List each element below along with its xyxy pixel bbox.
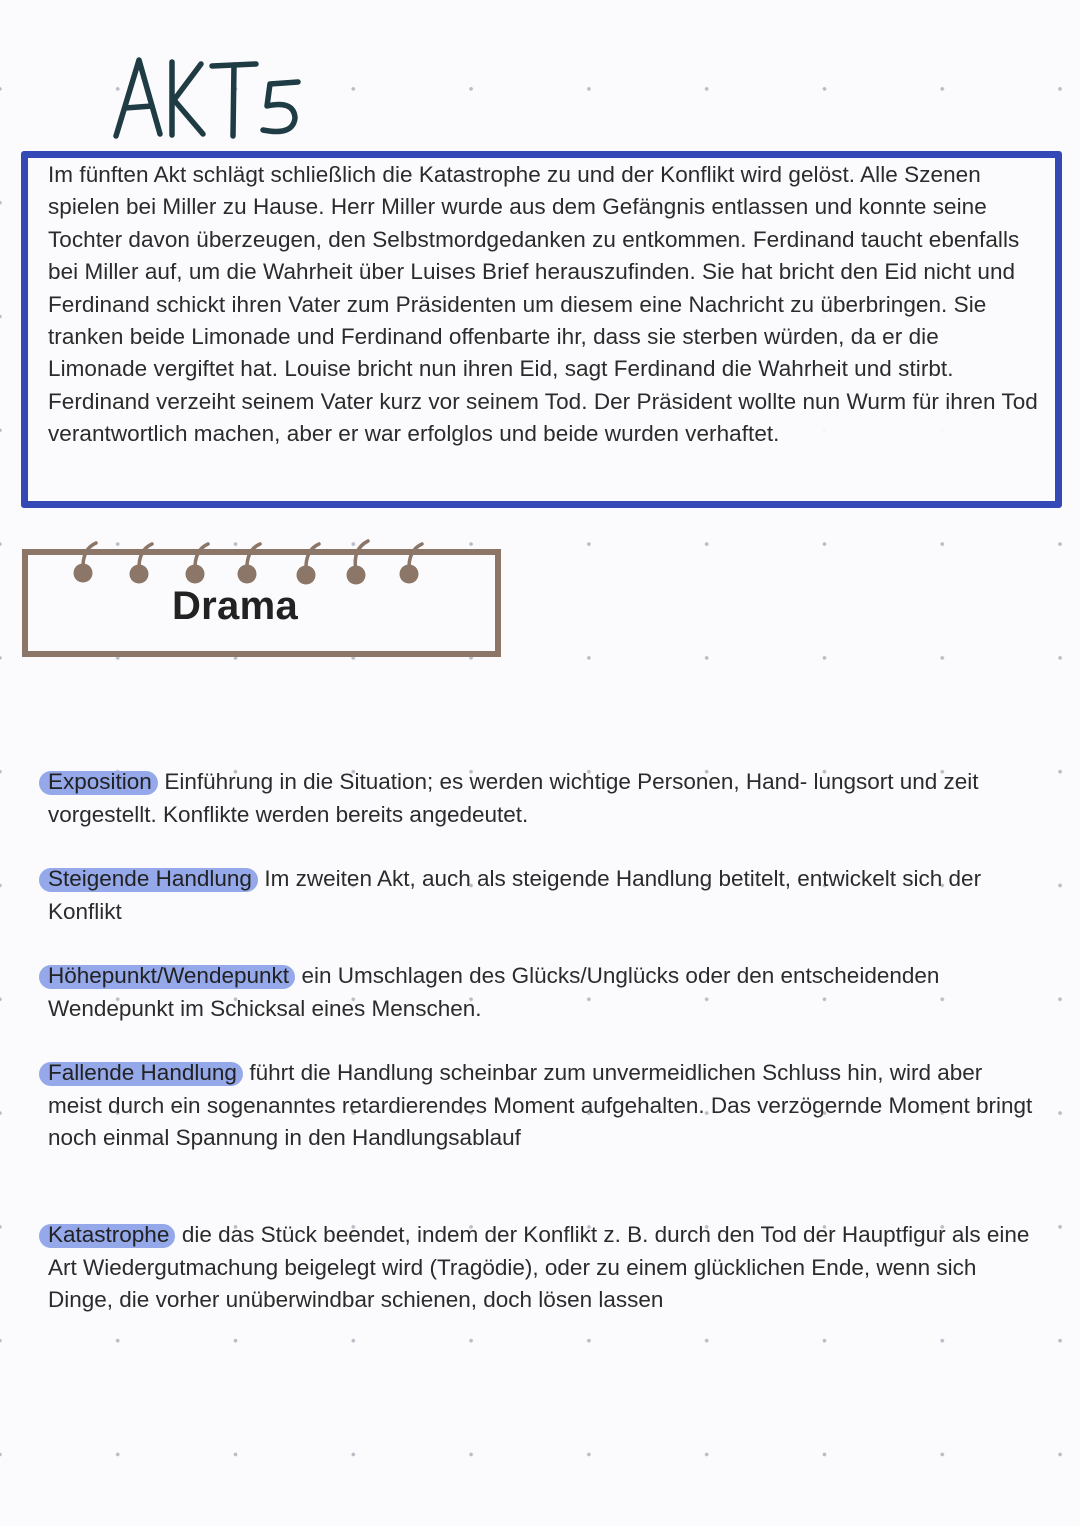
term-exposition bbox=[48, 766, 1038, 831]
term-text-steigende-handlung: : Im zweiten Akt, auch als steigende Handlung betitelt, entwickelt sich der Konflikt bbox=[48, 866, 982, 924]
term-label-hoehepunkt: Höhepunkt/Wendepunkt bbox=[48, 963, 290, 988]
term-text-exposition: : Einführung in die Situation; es werden wichtige Personen, Hand- lungsort und zeit vorgestellt. Konflikte werden bereits angedeutet. bbox=[48, 769, 979, 827]
term-hoehepunkt bbox=[48, 960, 1038, 1025]
term-text-katastrophe: : die das Stück beendet, indem der Konflikt z. B. durch den Tod der Hauptfigur als eine Art Wiedergutmachung beigelegt wird (Tragödie), oder zu einem glücklichen Ende, wenn sich Dinge, die vorher unüberwindbar schienen, doch lösen lassen bbox=[48, 1222, 1030, 1312]
term-label-fallende-handlung: Fallende Handlung bbox=[48, 1060, 237, 1085]
term-text-fallende-handlung: : führt die Handlung scheinbar zum unvermeidlichen Schluss hin, wird aber meist durch ein sogenanntes retardierendes Moment aufgehalten. Das verzögernde Moment bringt noch einmal Spannung in den Handlungsablauf bbox=[48, 1060, 1033, 1150]
term-label-katastrophe: Katastrophe bbox=[48, 1222, 170, 1247]
term-text-hoehepunkt: : ein Umschlagen des Glücks/Unglücks oder den entscheidenden Wendepunkt im Schicksal eines Menschen. bbox=[48, 963, 940, 1021]
drama-label: Drama bbox=[171, 584, 298, 628]
term-label-steigende-handlung: Steigende Handlung bbox=[48, 866, 252, 891]
term-label-exposition: Exposition bbox=[48, 769, 152, 794]
term-fallende-handlung bbox=[48, 1057, 1038, 1155]
term-katastrophe bbox=[48, 1219, 1038, 1317]
handwritten-title bbox=[110, 48, 310, 148]
summary-text: Im fünften Akt schlägt schließlich die Katastrophe zu und der Konflikt wird gelöst. Alle Szenen spielen bei Miller zu Hause. Herr Miller wurde aus dem Gefängnis entlassen und konnte seine Tochter davon überzeugen, den Selbstmordgedanken zu entkommen. Ferdinand taucht ebenfalls bei Miller auf, um die Wahrheit über Luises Brief herauszufinden. Sie hat bricht den Eid nicht und Ferdinand schickt ihren Vater zum Präsidenten um diesem eine Nachricht zu überbringen. Sie tranken beide Limonade und Ferdinand offenbarte ihr, dass sie sterben würden, da er die Limonade vergiftet hat. Louise bricht nun ihren Eid, sagt Ferdinand die Wahrheit und stirbt. Ferdinand verzeiht seinem Vater kurz vor seinem Tod. Der Präsident wollte nun Wurm für ihren Tod verantwortlich machen, aber er war erfolglos und beide wurden verhaftet. bbox=[48, 162, 1038, 447]
term-steigende-handlung bbox=[48, 863, 1038, 928]
